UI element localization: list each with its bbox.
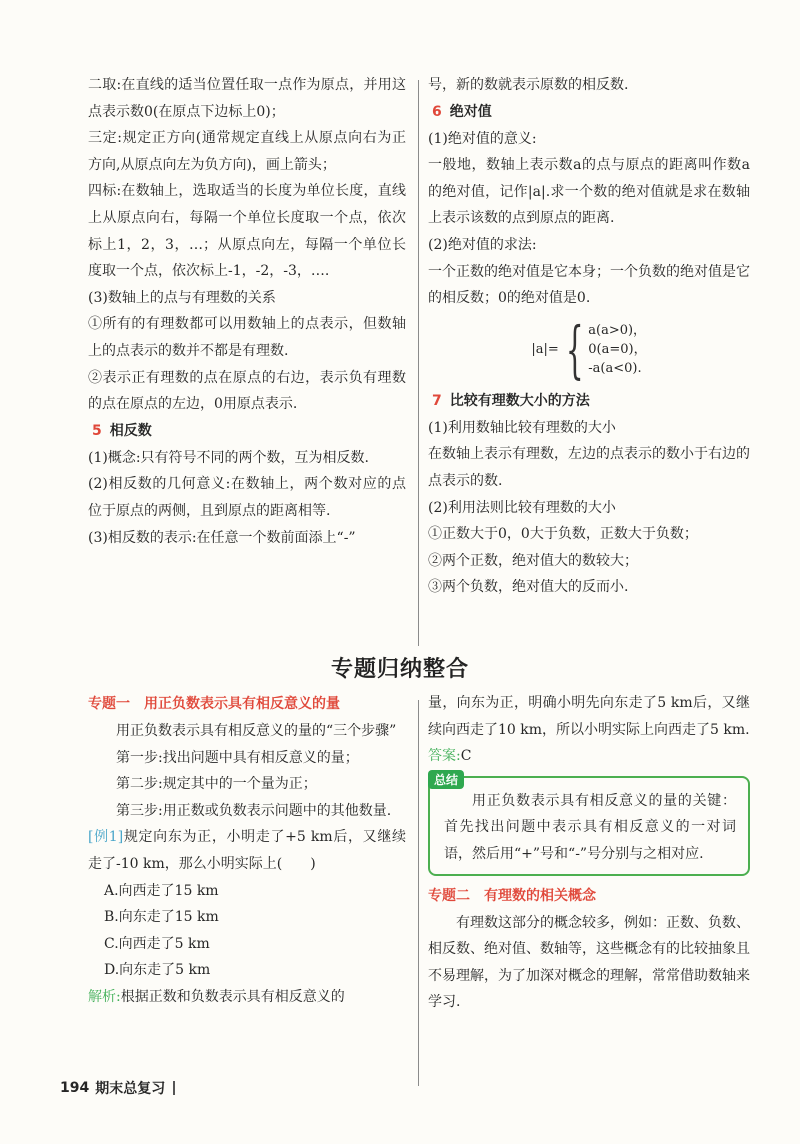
right-column-top [428, 72, 750, 601]
analysis [88, 984, 406, 1011]
abs-case-negative: -a(a<0). [588, 361, 642, 377]
section-6-title: 绝对值 [449, 103, 492, 120]
step-two-text: 二取:在直线的适当位置任取一点作为原点，并用这点表示数0(在原点下边标上0)； [88, 77, 406, 120]
example-1-label: [例1] [88, 829, 124, 846]
relation-point-one: ①所有的有理数都可以用数轴上的点表示，但数轴上的点表示的数并不都是有理数. [88, 316, 406, 359]
footer-divider [173, 1081, 175, 1095]
analysis-label: 解析: [88, 988, 121, 1005]
section-7-heading [428, 388, 750, 415]
topic-1-step-3: 第三步:用正数或负数表示问题中的其他数量. [116, 802, 392, 819]
column-divider-bottom [418, 700, 419, 1086]
topic-2-title: 有理数的相关概念 [484, 887, 596, 904]
abs-case-zero: 0(a=0)， [588, 342, 647, 358]
topic-2-text: 有理数这部分的概念较多，例如：正数、负数、相反数、绝对值、数轴等，这些概念有的比较抽象且不易理解，为了加深对概念的理解，常常借助数轴来学习. [428, 914, 750, 1011]
compare-rule-heading: (2)利用法则比较有理数的大小 [428, 499, 616, 516]
compare-numberline-text: 在数轴上表示有理数，左边的点表示的数小于右边的点表示的数. [428, 446, 750, 489]
opposite-concept: (1)概念:只有符号不同的两个数，互为相反数. [88, 449, 369, 466]
right-column-bottom [428, 690, 750, 1016]
number-line-relation-heading: (3)数轴上的点与有理数的关系 [88, 289, 276, 306]
opposite-notation: (3)相反数的表示:在任意一个数前面添上“-” [88, 529, 356, 546]
abs-formula-cases [588, 321, 646, 378]
opposite-notation-cont: 号，新的数就表示原数的相反数. [428, 77, 629, 93]
compare-rule-one: ①正数大于0，0大于负数，正数大于负数； [428, 526, 698, 543]
section-7-number: 7 [432, 392, 442, 409]
section-7-title: 比较有理数大小的方法 [449, 392, 590, 409]
analysis-text: 根据正数和负数表示具有相反意义的 [120, 988, 345, 1005]
relation-point-two: ②表示正有理数的点在原点的右边，表示负有理数的点在原点的左边，0用原点表示. [88, 369, 406, 413]
page-footer [60, 1078, 175, 1098]
step-four-text: 四标:在数轴上，选取适当的长度为单位长度，直线上从原点向右，每隔一个单位长度取一个点，依次标上1，2，3，…；从原点向左，每隔一个单位长度取一个点，依次标上-1，-2，-3，…. [88, 183, 406, 280]
topic-1-label: 专题一 [88, 696, 130, 712]
section-5-title: 相反数 [109, 422, 152, 439]
option-a: A.向西走了15 km [104, 882, 219, 899]
page-number: 194 [60, 1080, 90, 1096]
section-6-heading [428, 99, 750, 126]
option-d: D.向东走了5 km [104, 962, 211, 979]
abs-meaning-text: 一般地，数轴上表示数a的点与原点的距离叫作数a的绝对值，记作|a|.求一个数的绝对值就是求在数轴上表示该数的点到原点的距离. [428, 157, 750, 227]
abs-meaning-heading: (1)绝对值的意义: [428, 130, 537, 147]
opposite-geometric-meaning: (2)相反数的几何意义:在数轴上，两个数对应的点位于原点的两侧，且到原点的距离相等. [88, 476, 406, 519]
book-section-title: 期末总复习 [95, 1081, 166, 1097]
left-column-bottom [88, 690, 406, 1011]
left-column-top [88, 72, 406, 551]
topic-1-heading [88, 690, 406, 718]
topic-1-title: 用正负数表示具有相反意义的量 [144, 696, 340, 712]
topic-2-heading [428, 882, 750, 910]
analysis-continued: 量，向东为正，明确小明先向东走了5 km后，又继续向西走了10 km，所以小明实际上向西走了5 km. [428, 695, 750, 738]
answer-value: C [460, 748, 472, 765]
option-b: B.向东走了15 km [104, 909, 219, 926]
abs-formula-left: |a|= [531, 342, 559, 358]
compare-numberline-heading: (1)利用数轴比较有理数的大小 [428, 419, 616, 436]
topic-1-step-2: 第二步:规定其中的一个量为正； [116, 776, 317, 793]
abs-formula [428, 312, 750, 388]
example-1-text: 规定向东为正，小明走了+5 km后，又继续走了-10 km，那么小明实际上( ) [88, 829, 406, 872]
abs-method-heading: (2)绝对值的求法: [428, 236, 537, 253]
compare-rule-two: ②两个正数，绝对值大的数较大； [428, 552, 638, 569]
topic-1-intro: 用正负数表示具有相反意义的量的“三个步骤” [116, 723, 397, 739]
summary-text: 用正负数表示具有相反意义的量的关键：首先找出问题中表示具有相反意义的一对词语，然后用“+”号和“-”号分别与之相对应. [444, 792, 736, 862]
section-5-number: 5 [92, 422, 102, 439]
answer-label: 答案: [428, 748, 461, 765]
abs-method-text: 一个正数的绝对值是它本身；一个负数的绝对值是它的相反数；0的绝对值是0. [428, 263, 750, 307]
topic-1-step-1: 第一步:找出问题中具有相反意义的量； [116, 749, 359, 766]
section-5-heading [88, 418, 406, 445]
section-6-number: 6 [432, 103, 442, 120]
topic-2-label: 专题二 [428, 887, 470, 904]
abs-case-positive: a(a>0)， [588, 323, 647, 339]
answer [428, 743, 750, 770]
compare-rule-three: ③两个负数，绝对值大的反而小. [428, 579, 629, 596]
summary-tab: 总结 [428, 770, 464, 789]
example-1 [88, 824, 406, 877]
column-divider-top [418, 80, 419, 646]
brace-icon: { [565, 312, 584, 386]
option-c: C.向西走了5 km [104, 935, 210, 952]
step-three-text: 三定:规定正方向(通常规定直线上从原点向右为正方向,从原点向左为负方向)，画上箭头； [88, 130, 406, 173]
summary-box [428, 772, 750, 876]
section-banner: 专题归纳整合 [330, 656, 469, 682]
